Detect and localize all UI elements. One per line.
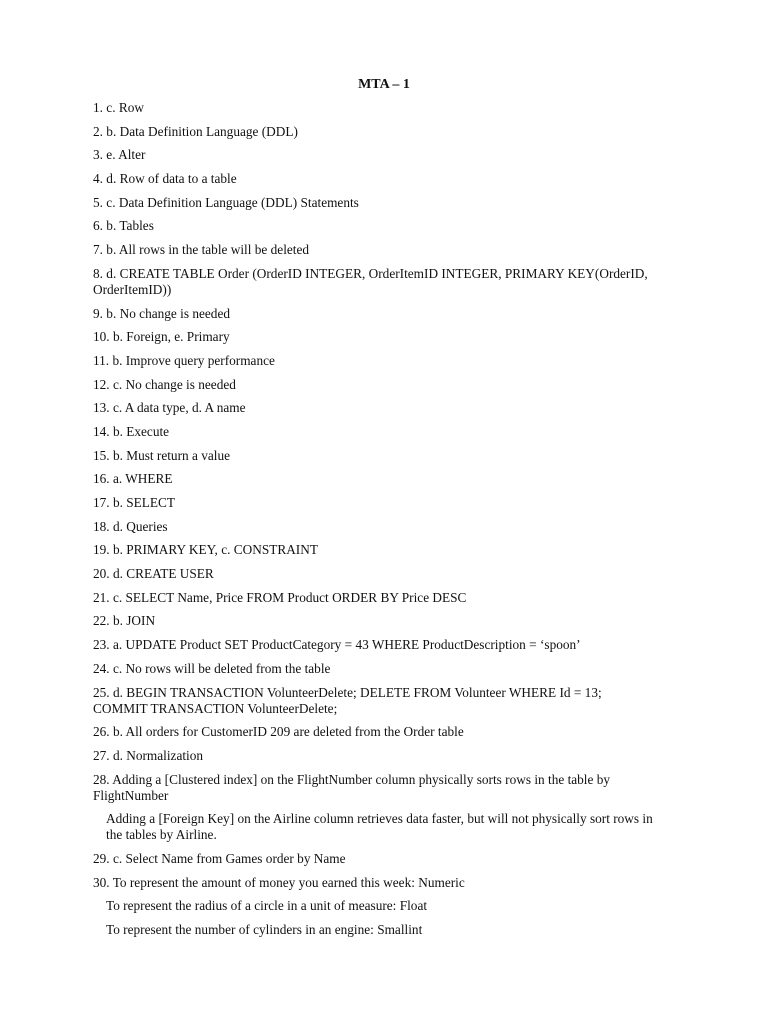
answer-line: 12. c. No change is needed [93,376,236,392]
answer-line: 30. To represent the amount of money you earned this week: Numeric [93,874,465,890]
answer-line: 28. Adding a [Clustered index] on the FlightNumber column physically sorts rows in the table by FlightNumber [93,771,611,803]
answer-line: 9. b. No change is needed [93,305,230,321]
answer-list [93,100,653,946]
answer-line: 17. b. SELECT [93,495,175,510]
answer-line: 11. b. Improve query performance [93,352,275,368]
answer-line: 25. d. BEGIN TRANSACTION VolunteerDelete; DELETE FROM Volunteer WHERE Id = 13; COMMIT TRANSACTION VolunteerDelete; [93,684,602,716]
answer-continuation: To represent the number of cylinders in an engine: Smallint [106,922,423,937]
answer-line: 21. c. SELECT Name, Price FROM Product ORDER BY Price DESC [93,589,467,605]
answer-line: 29. c. Select Name from Games order by Name [93,850,346,866]
answer-line: 18. d. Queries [93,518,168,534]
answer-line: 19. b. PRIMARY KEY, c. CONSTRAINT [93,542,318,558]
answer-line: 26. b. All orders for CustomerID 209 are deleted from the Order table [93,724,464,740]
answer-line: 27. d. Normalization [93,747,204,763]
answer-line: 4. d. Row of data to a table [93,171,237,187]
page-title: MTA – 1 [358,77,410,92]
answer-line: 15. b. Must return a value [93,447,231,463]
answer-line: 13. c. A data type, d. A name [93,400,246,416]
answer-line: 3. e. Alter [93,147,146,163]
answer-line: 10. b. Foreign, e. Primary [93,329,230,345]
answer-line: 6. b. Tables [93,218,154,234]
answer-line: 23. a. UPDATE Product SET ProductCategory = 43 WHERE ProductDescription = ‘spoon’ [93,637,581,653]
answer-line: 14. b. Execute [93,423,170,439]
answer-line: 16. a. WHERE [93,471,173,487]
answer-line: 24. c. No rows will be deleted from the table [93,660,331,676]
answer-line: 7. b. All rows in the table will be deleted [93,242,310,258]
answer-line: 8. d. CREATE TABLE Order (OrderID INTEGER, OrderItemID INTEGER, PRIMARY KEY(OrderID, OrderItemID)) [93,265,648,297]
answer-continuation: To represent the radius of a circle in a unit of measure: Float [106,898,428,914]
answer-line: 2. b. Data Definition Language (DDL) [93,123,298,139]
answer-line: 1. c. Row [93,100,144,115]
answer-continuation: Adding a [Foreign Key] on the Airline column retrieves data faster, but will not physically sort rows in the tables by Airline. [106,811,653,843]
answer-line: 22. b. JOIN [93,613,156,629]
answer-line: 20. d. CREATE USER [93,566,214,582]
answer-line: 5. c. Data Definition Language (DDL) Statements [93,194,359,210]
